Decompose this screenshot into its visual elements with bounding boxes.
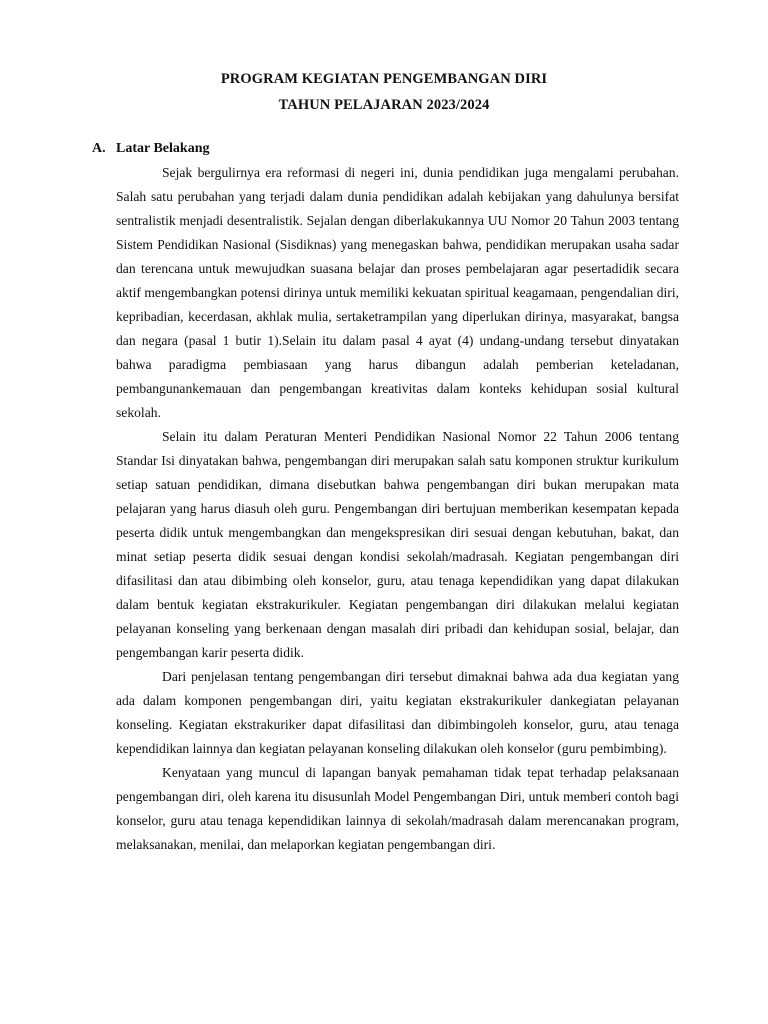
section-heading [92,141,209,157]
document-title: PROGRAM KEGIATAN PENGEMBANGAN DIRI [220,71,548,87]
section-body [116,161,679,857]
paragraph: Kenyataan yang muncul di lapangan banyak pemahaman tidak tepat terhadap pelaksanaan pengembangan diri, oleh karena itu disusunlah Model Pengembangan Diri, untuk memberi contoh bagi konselor, guru atau tenaga kependidikan lainnya di sekolah/madrasah dalam merencanakan program, melaksanakan, menilai, dan melaporkan kegiatan pengembangan diri. [116,765,679,852]
paragraph: Dari penjelasan tentang pengembangan diri tersebut dimaknai bahwa ada dua kegiatan yang ada dalam komponen pengembangan diri, yaitu kegiatan ekstrakurikuler dankegiatan pelayanan konseling. Kegiatan ekstrakuriker dapat difasilitasi dan dibimbingoleh konselor, guru, atau tenaga kependidikan lainnya dan kegiatan pelayanan konseling dilakukan oleh konselor (guru pembimbing). [116,669,679,756]
paragraph: Selain itu dalam Peraturan Menteri Pendidikan Nasional Nomor 22 Tahun 2006 tentang Standar Isi dinyatakan bahwa, pengembangan diri merupakan salah satu komponen struktur kurikulum setiap satuan pendidikan, dimana disebutkan bahwa pengembangan diri bukan merupakan mata pelajaran yang harus diasuh oleh guru. Pengembangan diri bertujuan memberikan kesempatan kepada peserta didik untuk mengembangkan dan mengekspresikan diri sesuai dengan kebutuhan, bakat, dan minat setiap peserta didik sesuai dengan kondisi sekolah/madrasah. Kegiatan pengembangan diri difasilitasi dan atau dibimbing oleh konselor, guru, atau tenaga kependidikan yang dapat dilakukan dalam bentuk kegiatan ekstrakurikuler. Kegiatan pengembangan diri dilakukan melalui kegiatan pelayanan konseling yang berkenaan dengan masalah diri pribadi dan kehidupan sosial, belajar, dan pengembangan karir peserta didik. [116,429,679,660]
document-subtitle: TAHUN PELAJARAN 2023/2024 [278,97,490,113]
section-letter: A. [92,141,106,156]
section-title: Latar Belakang [116,141,210,156]
paragraph: Sejak bergulirnya era reformasi di negeri ini, dunia pendidikan juga mengalami perubahan. Salah satu perubahan yang terjadi dalam dunia pendidikan adalah kebijakan yang dahulunya bersifat sentralistik menjadi desentralistik. Sejalan dengan diberlakukannya UU Nomor 20 Tahun 2003 tentang Sistem Pendidikan Nasional (Sisdiknas) yang menegaskan bahwa, pendidikan merupakan usaha sadar dan terencana untuk mewujudkan suasana belajar dan proses pembelajaran agar pesertadidik secara aktif mengembangkan potensi dirinya untuk memiliki kekuatan spiritual keagamaan, pengendalian diri, kepribadian, kecerdasan, akhlak mulia, sertaketrampilan yang diperlukan dirinya, masyarakat, bangsa dan negara (pasal 1 butir 1).Selain itu dalam pasal 4 ayat (4) undang-undang tersebut dinyatakan bahwa paradigma pembiasaan yang harus dibangun adalah pemberian keteladanan, pembangunankemauan dan pengembangan kreativitas dalam konteks kehidupan sosial kultural sekolah. [116,165,679,420]
